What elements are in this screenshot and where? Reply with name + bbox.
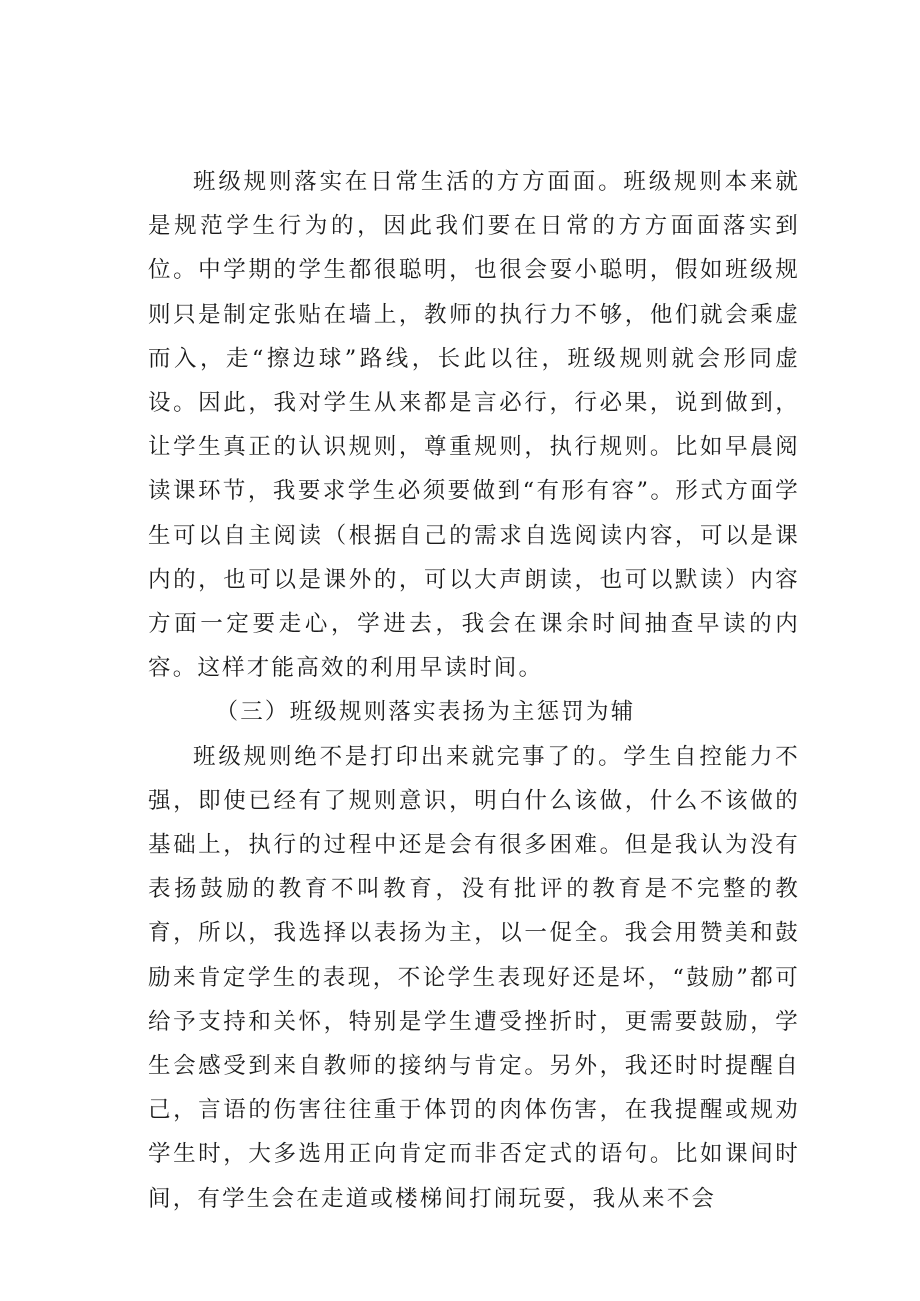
document-body	[148, 160, 800, 1221]
section-heading: （三）班级规则落实表扬为主惩罚为辅	[215, 699, 636, 726]
body-paragraph-1: 班级规则落实在日常生活的方方面面。班级规则本来就是规范学生行为的，因此我们要在日常的方方面面落实到位。中学期的学生都很聪明，也很会耍小聪明，假如班级规则只是制定张贴在墙上，教师的执行力不够，他们就会乘虚而入，走“擦边球”路线，长此以往，班级规则就会形同虚设。因此，我对学生从来都是言必行，行必果，说到做到，让学生真正的认识规则，尊重规则，执行规则。比如早晨阅读课环节，我要求学生必须要做到“有形有容”。形式方面学生可以自主阅读（根据自己的需求自选阅读内容，可以是课内的，也可以是课外的，可以大声朗读，也可以默读）内容方面一定要走心，学进去，我会在课余时间抽查早读的内容。这样才能高效的利用早读时间。	[148, 169, 800, 682]
body-paragraph-2: 班级规则绝不是打印出来就完事了的。学生自控能力不强，即使已经有了规则意识，明白什么该做，什么不该做的基础上，执行的过程中还是会有很多困难。但是我认为没有表扬鼓励的教育不叫教育，没有批评的教育是不完整的教育，所以，我选择以表扬为主，以一促全。我会用赞美和鼓励来肯定学生的表现，不论学生表现好还是坏，“鼓励”都可给予支持和关怀，特别是学生遭受挫折时，更需要鼓励，学生会感受到来自教师的接纳与肯定。另外，我还时时提醒自己，言语的伤害往往重于体罚的肉体伤害，在我提醒或规劝学生时，大多选用正向肯定而非否定式的语句。比如课间时间，有学生会在走道或楼梯间打闹玩耍，我从来不会	[148, 743, 800, 1212]
